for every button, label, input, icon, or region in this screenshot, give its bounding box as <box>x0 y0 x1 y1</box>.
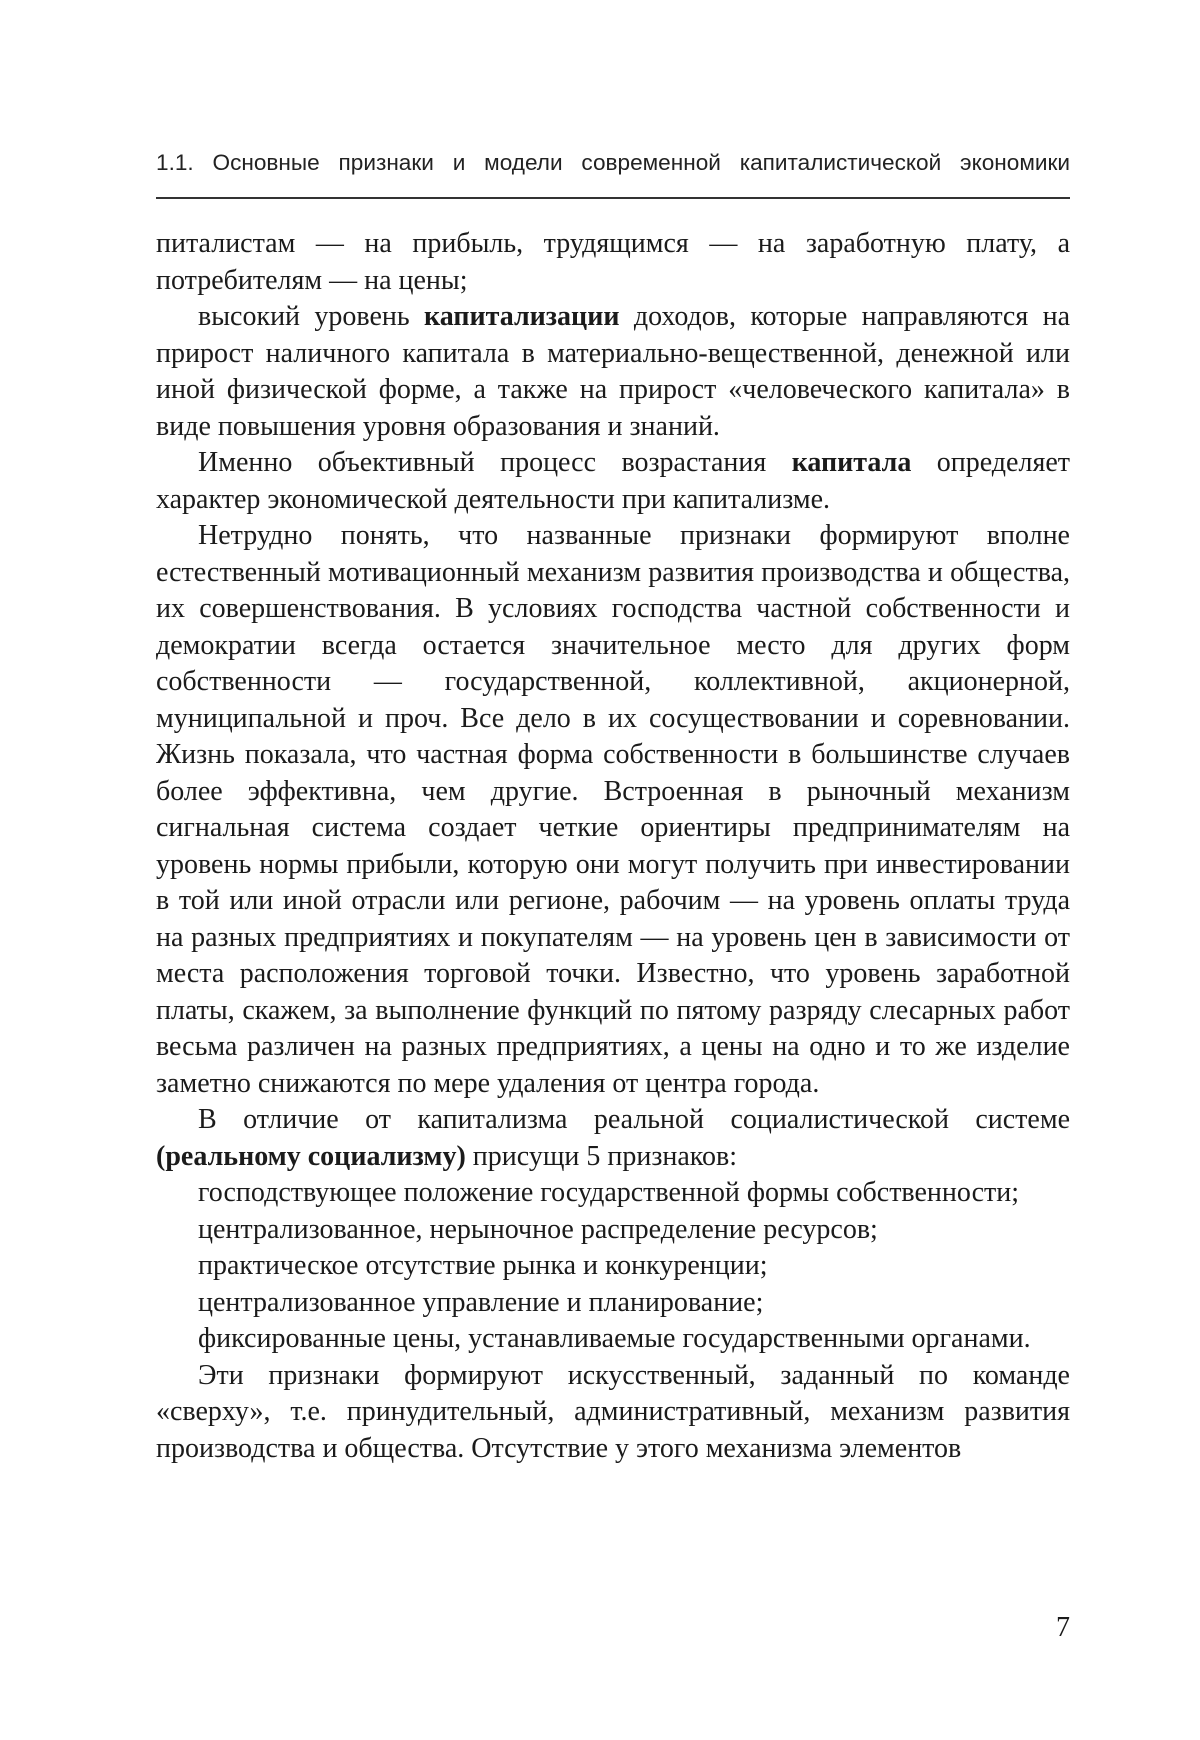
text-run: высокий уровень <box>198 301 425 332</box>
text-run: Эти признаки формируют искусственный, заданный по команде «сверху», т.е. принудительный, административный, механизм развития производства и общества. Отсутствие у этого механизма элементов <box>156 1359 1070 1464</box>
book-page <box>156 0 1070 1740</box>
bold-term: капитализации <box>424 301 620 332</box>
text-run: Именно объективный процесс возрастания <box>198 447 792 478</box>
paragraph <box>156 1358 1070 1468</box>
bold-term: капитала <box>791 447 912 478</box>
text-run: практическое отсутствие рынка и конкуренции; <box>198 1250 768 1281</box>
text-run: присущи 5 признаков: <box>465 1140 737 1172</box>
paragraph <box>156 445 1070 518</box>
running-head: 1.1. Основные признаки и модели современной капиталистической экономики <box>156 150 1070 175</box>
text-run: фиксированные цены, устанавливаемые государственными органами. <box>198 1323 1031 1354</box>
paragraph <box>156 299 1070 445</box>
text-run: питалистам — на прибыль, трудящимся — на заработную плату, а потребителям — на цены; <box>156 228 1070 296</box>
paragraph <box>156 226 1070 299</box>
text-run: доходов, которые направляются на прирост наличного капитала в материально-вещественной, денежной или иной физической форме, а также на прирост «человеческого капитала» в виде повышения уровня образования и знаний. <box>156 301 1070 442</box>
text-run: Нетрудно понять, что названные признаки формируют вполне естественный мотивационный механизм развития производства и общества, их совершенствования. В условиях господства частной собственности и демократии всегда остается значительное место для других форм собственности — государственной, коллективной, акционерной, муниципальной и проч. Все дело в их сосуществовании и соревновании. Жизнь показала, что частная форма собственности в большинстве случаев более эффективна, чем другие. Встроенная в рыночный механизм сигнальная система создает четкие ориентиры предпринимателям на уровень нормы прибыли, которую они могут получить при инвестировании в той или иной отрасли или регионе, рабочим — на уровень оплаты труда на разных предприятиях и покупателям — на уровень цен в зависимости от места расположения торговой точки. Известно, что уровень заработной платы, скажем, за выполнение функций по пятому разряду слесарных работ весьма различен на разных предприятиях, а цены на одно и то же изделие заметно снижаются по мере удаления от центра города. <box>156 520 1070 1099</box>
paragraph <box>156 1285 1070 1322</box>
paragraph <box>156 1321 1070 1358</box>
text-run: централизованное, нерыночное распределение ресурсов; <box>198 1213 878 1245</box>
paragraph <box>156 1175 1070 1212</box>
text-run: определяет характер экономической деятельности при капитализме. <box>156 447 1070 515</box>
body-text <box>156 226 1070 1467</box>
paragraph <box>156 1212 1070 1249</box>
bold-term: (реальному социализму) <box>156 1140 466 1172</box>
paragraph <box>156 518 1070 1102</box>
text-run: господствующее положение государственной формы собственности; <box>198 1177 1020 1208</box>
page-number: 7 <box>1056 1612 1070 1643</box>
header-rule <box>156 197 1070 199</box>
paragraph <box>156 1248 1070 1285</box>
paragraph <box>156 1102 1070 1175</box>
text-run: централизованное управление и планирование; <box>198 1286 764 1318</box>
text-run: В отличие от капитализма реальной социалистической системе <box>198 1104 1070 1135</box>
